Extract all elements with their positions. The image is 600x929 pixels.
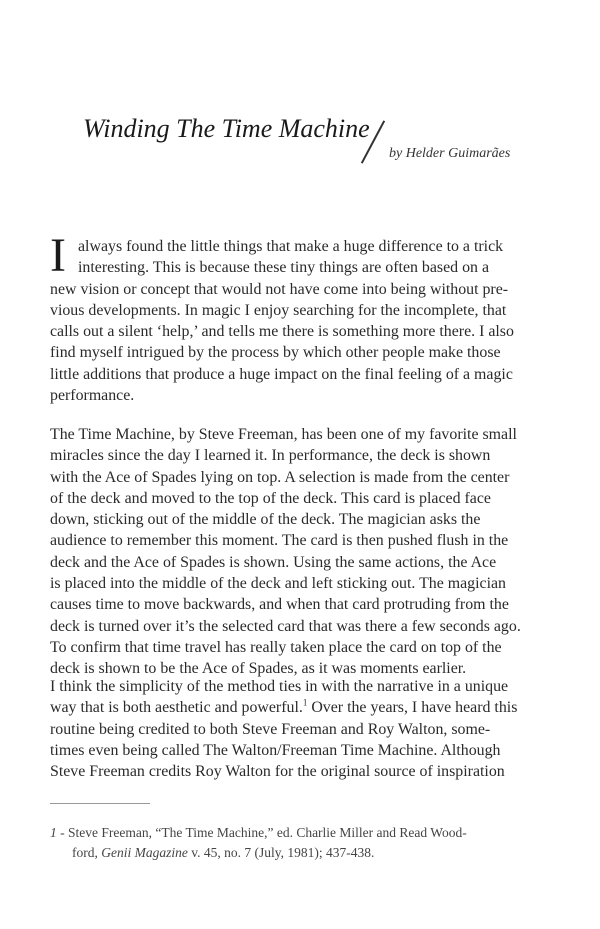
footnote-line [50, 823, 550, 843]
footnote-number: 1 - [50, 825, 65, 840]
paragraph-line: times even being called The Walton/Freeman Time Machine. Although [50, 741, 501, 759]
paragraph-1 [50, 229, 550, 406]
paragraph-line: vious developments. In magic I enjoy searching for the incomplete, that [50, 301, 507, 319]
paragraph-line: calls out a silent ‘help,’ and tells me there is something more there. I also [50, 323, 514, 341]
paragraph-line: routine being credited to both Steve Freeman and Roy Walton, some- [50, 720, 491, 738]
paragraph-line: always found the little things that make a huge difference to a trick [78, 238, 504, 255]
paragraph-line: performance. [50, 387, 135, 405]
paragraph-line: Steve Freeman credits Roy Walton for the original source of inspiration [50, 763, 505, 781]
article-title: Winding The Time Machine [83, 114, 370, 143]
paragraph-line: causes time to move backwards, and when that card protruding from the [50, 596, 509, 614]
paragraph-line: little additions that produce a huge impact on the final feeling of a magic [50, 365, 513, 383]
paragraph-line: The Time Machine, by Steve Freeman, has been one of my favorite small [50, 426, 517, 443]
paragraph-line: To confirm that time travel has really taken place the card on top of the [50, 638, 502, 656]
paragraph-line: deck is shown to be the Ace of Spades, as it was moments earlier. [50, 660, 467, 678]
paragraph-line: audience to remember this moment. The card is then pushed flush in the [50, 532, 509, 550]
line-text: way that is both aesthetic and powerful. [50, 699, 303, 717]
paragraph-line [50, 697, 550, 718]
footnote-text: ford, [72, 845, 102, 860]
paragraph-line: new vision or concept that would not have come into being without pre- [50, 280, 509, 298]
line-text: Over the years, I have heard this [307, 699, 518, 717]
paragraph-line: of the deck and moved to the top of the deck. This card is placed face [50, 489, 491, 507]
paragraph-line: deck and the Ace of Spades is shown. Using the same actions, the Ace [50, 553, 497, 571]
journal-title: Genii Magazine [101, 845, 188, 860]
paragraph-3 [50, 676, 550, 782]
paragraph-line: I think the simplicity of the method ties in with the narrative in a unique [50, 678, 509, 695]
paragraph-line: with the Ace of Spades lying on top. A selection is made from the center [50, 468, 510, 486]
footnote [50, 823, 550, 863]
footnote-line [50, 843, 550, 863]
paragraph-line: interesting. This is because these tiny things are often based on a [78, 259, 489, 277]
paragraph-line: deck is turned over it’s the selected card that was there a few seconds ago. [50, 617, 521, 635]
author-byline: by Helder Guimarães [389, 146, 511, 161]
footnote-reference[interactable]: 1 [302, 698, 308, 708]
footnote-divider [50, 803, 150, 804]
paragraph-line: find myself intrigued by the process by which other people make those [50, 344, 501, 362]
paragraph-2 [50, 424, 550, 680]
paragraph-line: is placed into the middle of the deck and left sticking out. The magician [50, 575, 506, 593]
paragraph-line: miracles since the day I learned it. In performance, the deck is shown [50, 447, 491, 465]
drop-cap: I [50, 229, 66, 282]
paragraph-line: down, sticking out of the middle of the deck. The magician asks the [50, 511, 481, 529]
footnote-text: Steve Freeman, “The Time Machine,” ed. Charlie Miller and Read Wood- [64, 825, 467, 840]
footnote-text: v. 45, no. 7 (July, 1981); 437-438. [187, 845, 375, 860]
